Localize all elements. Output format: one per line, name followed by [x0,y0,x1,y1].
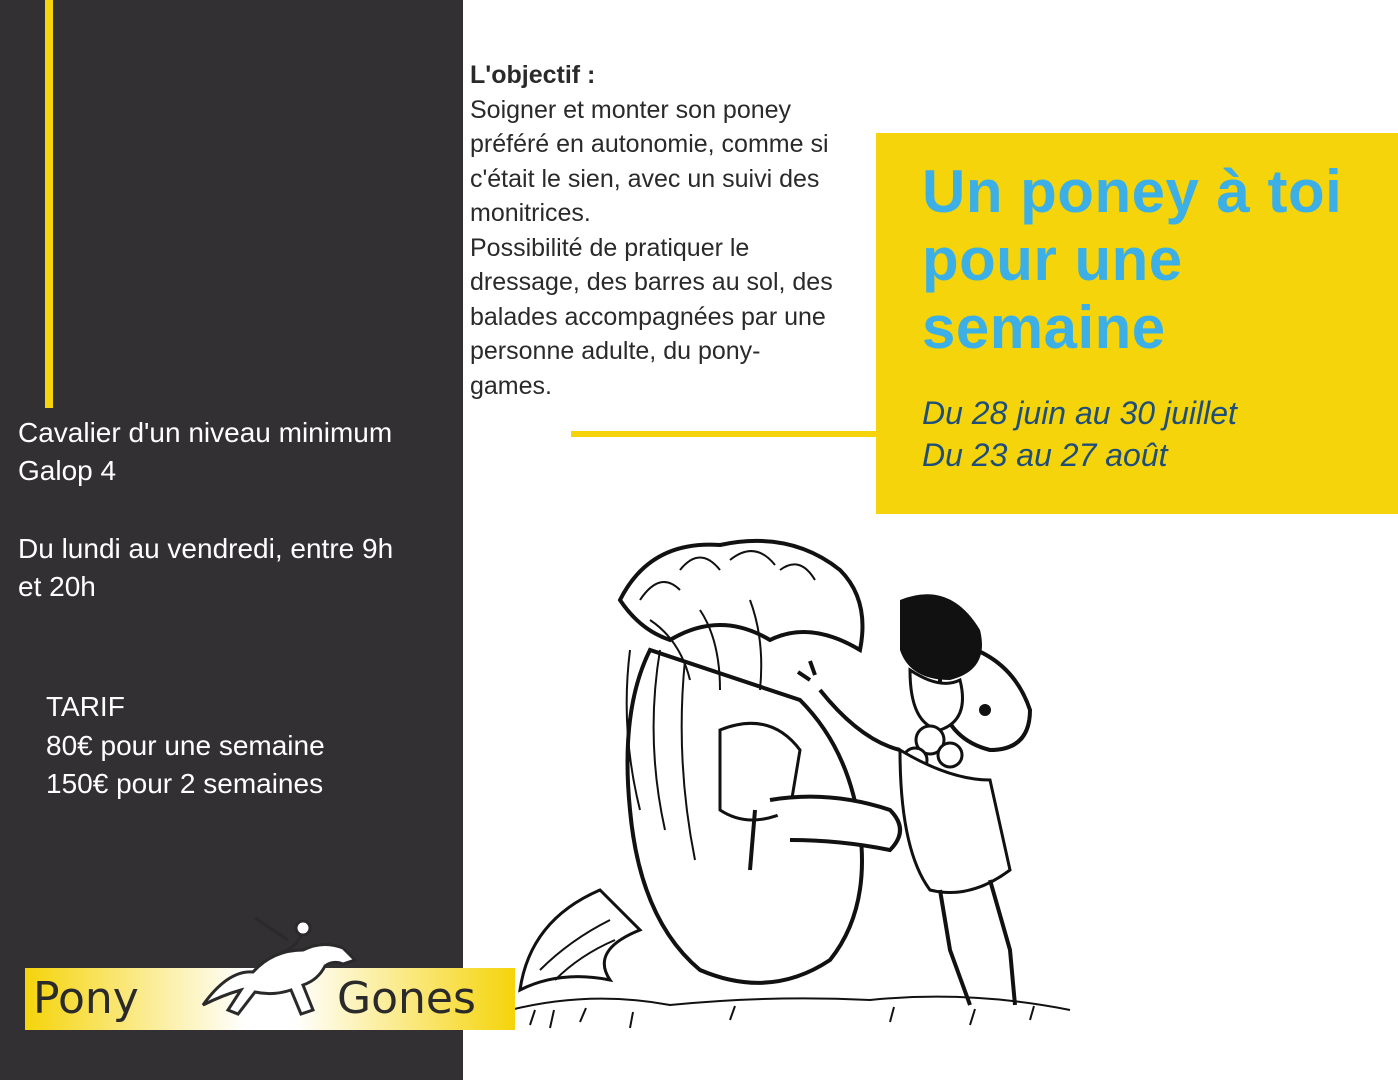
yellow-vertical-accent [45,0,53,408]
yellow-horizontal-accent [571,431,877,437]
logo-word-right: Gones [337,973,476,1024]
pony-hug-cartoon-icon [470,450,1130,1080]
objective-text: Soigner et monter son poney préféré en autonomie, comme si c'était le sien, avec un suivi des monitrices. Possibilité de pratiquer le dressage, des barres au sol, des balades accompagnées par une personne adulte, du pony- games. [470,95,833,400]
date-ranges: Du 28 juin au 30 juillet Du 23 au 27 août [922,395,1237,473]
level-requirement: Cavalier d'un niveau minimum Galop 4 [18,417,393,486]
schedule-text: Du lundi au vendredi, entre 9h et 20h [18,533,394,602]
galloping-horse-rider-icon [193,910,363,1030]
logo-word-left: Pony [33,973,139,1024]
pricing-lines: 80€ pour une semaine 150€ pour 2 semaines [46,730,325,799]
objective-block [470,58,880,403]
objective-heading: L'objectif : [470,61,596,89]
headline: Un poney à toi pour une semaine [922,158,1343,361]
pony-gones-logo [25,910,515,1030]
pricing-title: TARIF [46,691,125,722]
